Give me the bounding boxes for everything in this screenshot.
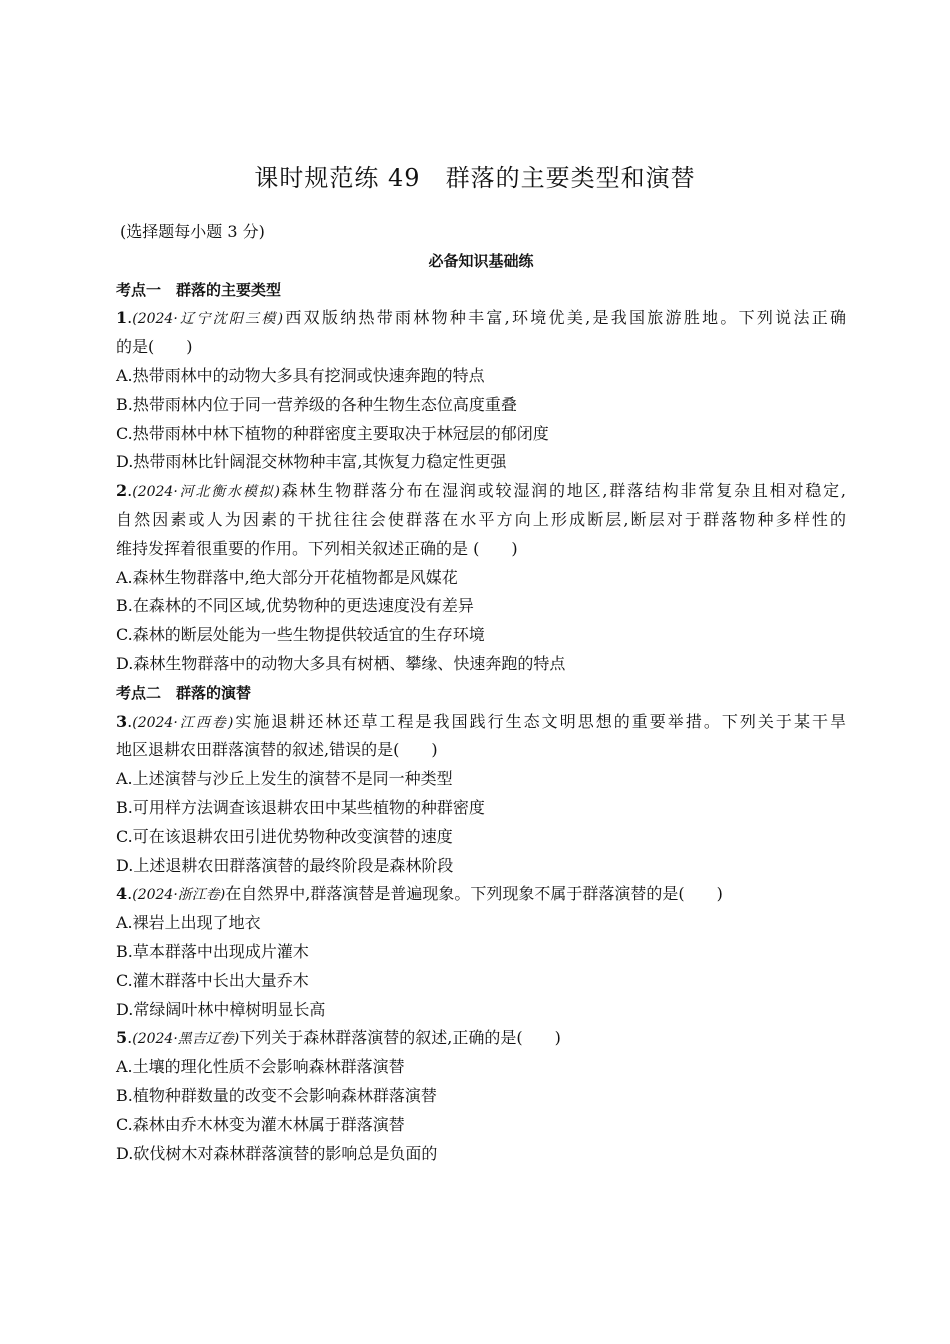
page-title: 课时规范练 49 群落的主要类型和演替 [254, 164, 696, 192]
question-source: (2024·辽宁沈阳三模) [132, 311, 284, 328]
question-stem-cont: 的是( ) [116, 337, 193, 357]
question-number: 3 [116, 711, 128, 731]
question-stem-cont: 维持发挥着很重要的作用。下列相关叙述正确的是 ( ) [116, 538, 518, 558]
score-note: (选择题每小题 3 分) [120, 222, 265, 241]
option-a: A.热带雨林中的动物大多具有挖洞或快速奔跑的特点 [116, 365, 485, 385]
question-text: 西双版纳热带雨林物种丰富,环境优美,是我国旅游胜地。下列说法正确 [283, 308, 846, 328]
question-stem-cont: 自然因素或人为因素的干扰往往会使群落在水平方向上形成断层,断层对于群落物种多样性的 [116, 509, 846, 529]
question-3 [116, 708, 846, 881]
option-c: C.灌木群落中长出大量乔木 [116, 970, 309, 990]
option-a: A.上述演替与沙丘上发生的演替不是同一种类型 [116, 769, 453, 789]
question-stem: 4.(2024·浙江卷)在自然界中,群落演替是普遍现象。下列现象不属于群落演替的是( ) [116, 884, 723, 904]
option-d: D.常绿阔叶林中樟树明显长高 [116, 999, 326, 1019]
topic-heading-2: 考点二 群落的演替 [116, 683, 252, 702]
exercise-body [116, 218, 846, 1168]
question-number: 2 [116, 481, 128, 501]
option-c: C.森林的断层处能为一些生物提供较适宜的生存环境 [116, 625, 485, 645]
option-c: C.可在该退耕农田引进优势物种改变演替的速度 [116, 826, 453, 846]
option-d: D.森林生物群落中的动物大多具有树栖、攀缘、快速奔跑的特点 [116, 653, 566, 673]
option-a: A.森林生物群落中,绝大部分开花植物都是风媒花 [116, 567, 458, 587]
question-text: 下列关于森林群落演替的叙述,正确的是( ) [239, 1028, 561, 1048]
question-number: 1 [116, 308, 128, 328]
option-a: A.土壤的理化性质不会影响森林群落演替 [116, 1057, 405, 1077]
option-c: C.森林由乔木林变为灌木林属于群落演替 [116, 1114, 405, 1134]
question-source: (2024·黑吉辽卷) [132, 1031, 240, 1048]
question-stem: 2.(2024·河北衡水模拟)森林生物群落分布在湿润或较湿润的地区,群落结构非常复杂且相对稳定, [116, 481, 846, 501]
option-b: B.在森林的不同区域,优势物种的更迭速度没有差异 [116, 596, 474, 616]
option-b: B.可用样方法调查该退耕农田中某些植物的种群密度 [116, 797, 485, 817]
question-number: 5 [116, 1028, 128, 1048]
option-d: D.热带雨林比针阔混交林物种丰富,其恢复力稳定性更强 [116, 452, 507, 472]
question-text: 实施退耕还林还草工程是我国践行生态文明思想的重要举措。下列关于某干旱 [233, 711, 846, 731]
question-4 [116, 880, 846, 1024]
question-stem: 5.(2024·黑吉辽卷)下列关于森林群落演替的叙述,正确的是( ) [116, 1028, 561, 1048]
question-source: (2024·河北衡水模拟) [132, 484, 280, 501]
option-d: D.上述退耕农田群落演替的最终阶段是森林阶段 [116, 855, 454, 875]
question-1 [116, 304, 846, 477]
question-number: 4 [116, 884, 128, 904]
question-5 [116, 1024, 846, 1168]
topic-heading-1: 考点一 群落的主要类型 [116, 280, 282, 299]
option-b: B.植物种群数量的改变不会影响森林群落演替 [116, 1085, 437, 1105]
question-text: 森林生物群落分布在湿润或较湿润的地区,群落结构非常复杂且相对稳定, [279, 481, 846, 501]
option-c: C.热带雨林中林下植物的种群密度主要取决于林冠层的郁闭度 [116, 423, 549, 443]
section-title: 必备知识基础练 [428, 251, 534, 270]
question-stem: 3.(2024·江西卷)实施退耕还林还草工程是我国践行生态文明思想的重要举措。下列关于某干旱 [116, 711, 846, 731]
question-source: (2024·江西卷) [132, 714, 234, 731]
question-text: 在自然界中,群落演替是普遍现象。下列现象不属于群落演替的是( ) [225, 884, 723, 904]
option-b: B.草本群落中出现成片灌木 [116, 941, 309, 961]
option-d: D.砍伐树木对森林群落演替的影响总是负面的 [116, 1143, 438, 1163]
option-b: B.热带雨林内位于同一营养级的各种生物生态位高度重叠 [116, 394, 517, 414]
option-a: A.裸岩上出现了地衣 [116, 913, 261, 933]
question-stem-cont: 地区退耕农田群落演替的叙述,错误的是( ) [116, 740, 438, 760]
question-2 [116, 477, 846, 679]
question-stem: 1.(2024·辽宁沈阳三模)西双版纳热带雨林物种丰富,环境优美,是我国旅游胜地。下列说法正确 [116, 308, 846, 328]
question-source: (2024·浙江卷) [132, 887, 226, 904]
